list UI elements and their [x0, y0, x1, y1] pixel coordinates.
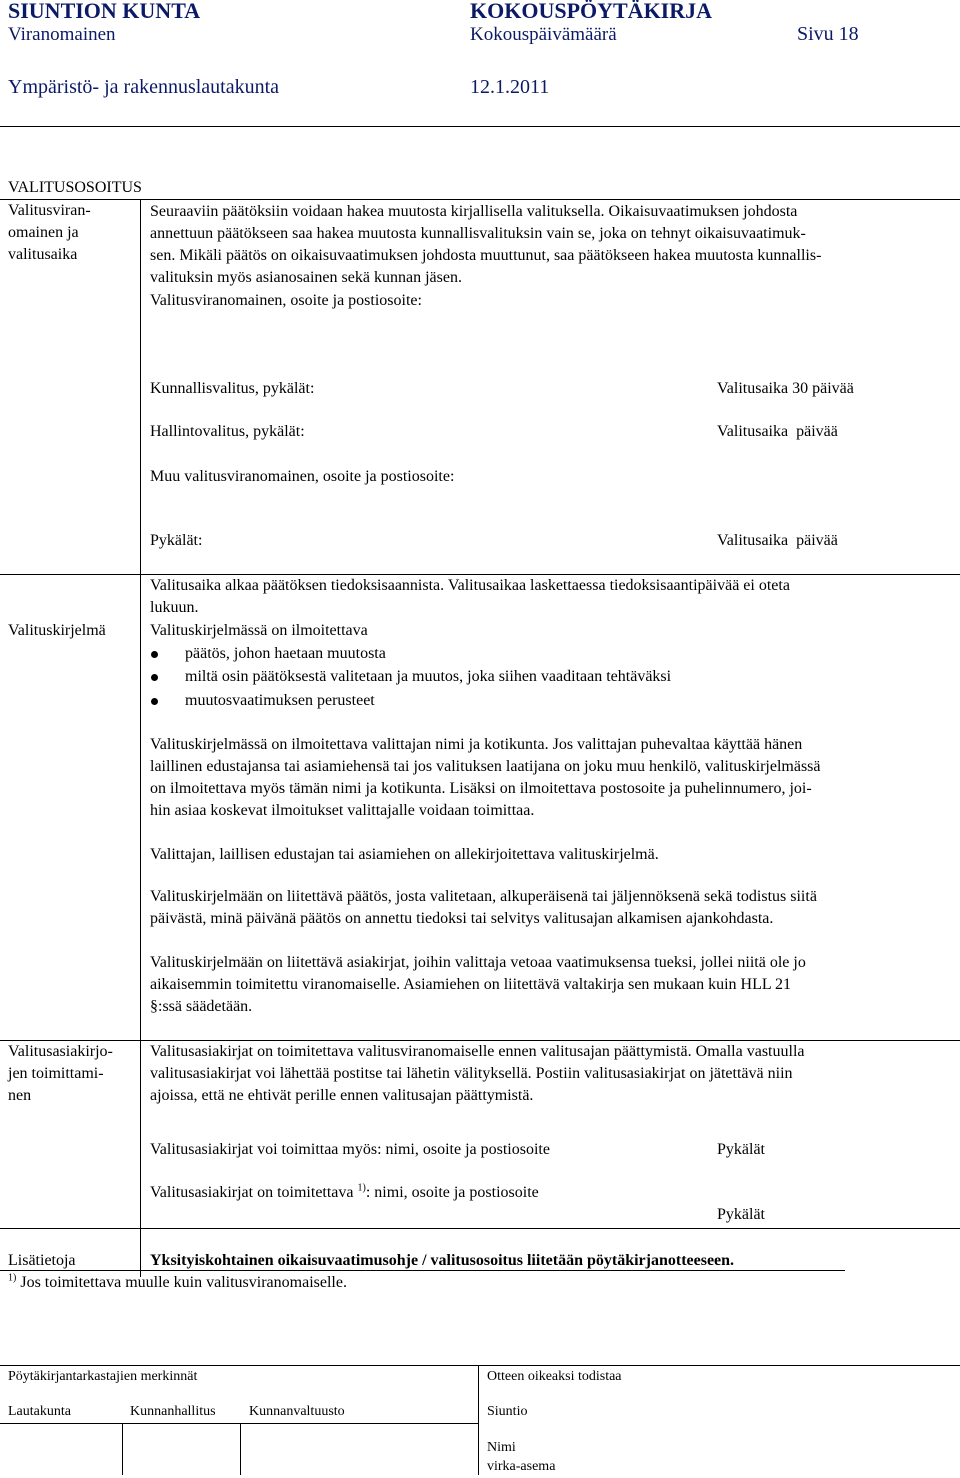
other-authority-label: Muu valitusviranomainen, osoite ja postiosoite:: [150, 468, 455, 485]
admin-appeal-period: Valitusaika päivää: [717, 423, 838, 440]
delivery-must-sections: Pykälät: [717, 1206, 765, 1223]
appeal-intro-line-1: Seuraaviin päätöksiin voidaan hakea muutosta kirjallisella valituksella. Oikaisuvaatimuksen johdosta: [150, 203, 798, 220]
footer-inspectors-label: Pöytäkirjantarkastajien merkinnät: [8, 1369, 198, 1384]
appeal-intro-line-2: annettuun päätökseen saa hakea muutosta kunnallisvalituksin vain se, joka on tehnyt oikaisuvaatimuk-: [150, 225, 806, 242]
appeal-letter-intro: Valituskirjelmässä on ilmoitettava: [150, 622, 368, 639]
delivery-also-sections: Pykälät: [717, 1141, 765, 1158]
delivery-line-3: ajoissa, että ne ehtivät perille ennen valitusajan päättymistä.: [150, 1087, 534, 1104]
footer-row-divider: [0, 1423, 478, 1424]
footnote: $^{1)}$ Jos toimitettava muulle kuin valitusviranomaiselle.: [8, 1272, 347, 1291]
appeal-letter-p4-line-2: aikaisemmin toimitettu viranomaiselle. Asiamiehen on liitettävä valtakirja sen mukaan kuin HLL 21: [150, 976, 792, 993]
footer-gov: Kunnanhallitus: [130, 1404, 216, 1419]
footer-board: Lautakunta: [8, 1404, 71, 1419]
bullet-icon: [151, 674, 158, 681]
appeal-letter-p3-line-2: päivästä, minä päivänä päätös on annettu tiedoksi tai selvitys valitusajan alkamisen ajankohdasta.: [150, 910, 774, 927]
period-start-line-2: lukuun.: [150, 599, 199, 616]
appeal-intro-line-4: valituksin myös asianosainen sekä kunnan jäsen.: [150, 269, 462, 286]
appeal-letter-p1-line-1: Valituskirjelmässä on ilmoitettava valittajan nimi ja kotikunta. Jos valittajan puhevaltaa käyttää hänen: [150, 736, 803, 753]
bullet-item-3: muutosvaatimuksen perusteet: [185, 692, 375, 709]
other-appeal-period: Valitusaika päivää: [717, 532, 838, 549]
municipal-appeal-label: Kunnallisvalitus, pykälät:: [150, 380, 315, 397]
meeting-date: 12.1.2011: [470, 76, 550, 98]
footer-cell-divider: [122, 1423, 123, 1475]
bullet-item-2: miltä osin päätöksestä valitetaan ja muutos, joka siihen vaaditaan tehtäväksi: [185, 668, 672, 685]
delivery-line-2: valitusasiakirjat voi lähettää postitse tai lähetin välityksellä. Postiin valitusasiakirjat on jätettävä niin: [150, 1065, 793, 1082]
header-divider: [0, 126, 960, 127]
delivery-label-3: nen: [8, 1087, 32, 1104]
appeal-letter-p4-line-3: §:ssä säädetään.: [150, 998, 253, 1015]
footer-name: Nimi: [487, 1440, 516, 1455]
appeal-address-label: Valitusviranomainen, osoite ja postiosoite:: [150, 292, 422, 309]
appeal-letter-p4-line-1: Valituskirjelmään on liitettävä asiakirjat, joihin valittaja vetoaa vaatimuksensa tueksi, jollei niitä ole jo: [150, 954, 806, 971]
authority-name: Ympäristö- ja rakennuslautakunta: [8, 76, 280, 98]
delivery-line-1: Valitusasiakirjat on toimitettava valitusviranomaiselle ennen valitusajan päättymistä. Omalla vastuulla: [150, 1043, 805, 1060]
footer-place: Siuntio: [487, 1404, 528, 1419]
admin-appeal-label: Hallintovalitus, pykälät:: [150, 423, 305, 440]
section-title: VALITUSOSOITUS: [8, 179, 142, 196]
footer-council: Kunnanvaltuusto: [249, 1404, 345, 1419]
appeal-letter-label: Valituskirjelmä: [8, 622, 106, 639]
period-start-line-1: Valitusaika alkaa päätöksen tiedoksisaannista. Valitusaikaa laskettaessa tiedoksisaantipäivää ei oteta: [150, 577, 790, 594]
footer-position: virka-asema: [487, 1459, 556, 1474]
municipal-appeal-period: Valitusaika 30 päivää: [717, 380, 854, 397]
appeal-letter-p1-line-2: laillinen edustajansa tai asiamiehensä tai jos valituksen laatijana on joku muu henkilö, valituskirjelmässä: [150, 758, 821, 775]
municipality-name: SIUNTION KUNTA: [8, 0, 201, 23]
appeal-authority-label-2: omainen ja: [8, 224, 79, 241]
meeting-date-label: Kokouspäivämäärä: [470, 24, 617, 45]
page-number: Sivu 18: [797, 23, 859, 45]
delivery-label-1: Valitusasiakirjo-: [8, 1043, 113, 1060]
delivery-also-to: Valitusasiakirjat voi toimittaa myös: nimi, osoite ja postiosoite: [150, 1141, 550, 1158]
appeal-letter-p2: Valittajan, laillisen edustajan tai asiamiehen on allekirjoitettava valituskirjelmä.: [150, 846, 659, 863]
footer-cell-divider: [240, 1423, 241, 1475]
more-info-label: Lisätietoja: [8, 1252, 76, 1269]
document-type: KOKOUSPÖYTÄKIRJA: [470, 0, 713, 23]
label-column-divider: [140, 199, 141, 1277]
footer-divider: [478, 1365, 479, 1475]
appeal-intro-line-3: sen. Mikäli päätös on oikaisuvaatimuksen johdosta muuttunut, saa päätökseen hakea muutosta kunnallis-: [150, 247, 822, 264]
authority-label: Viranomainen: [8, 24, 116, 45]
appeal-authority-label-3: valitusaika: [8, 246, 78, 263]
appeal-authority-label-1: Valitusviran-: [8, 202, 91, 219]
bullet-icon: [151, 651, 158, 658]
more-info-text: Yksityiskohtainen oikaisuvaatimusohje / valitusosoitus liitetään pöytäkirjanotteeseen.: [150, 1252, 735, 1269]
appeal-letter-p1-line-3: on ilmoitettava myös tämän nimi ja kotikunta. Lisäksi on ilmoitettava postosoite ja puhelinnumero, joi-: [150, 780, 812, 797]
block-divider: [0, 199, 960, 200]
block-divider: [0, 1228, 960, 1229]
appeal-letter-p1-line-4: hin asiaa koskevat ilmoitukset valittajalle voidaan toimittaa.: [150, 802, 535, 819]
bullet-item-1: päätös, johon haetaan muutosta: [185, 645, 386, 662]
other-sections-label: Pykälät:: [150, 532, 203, 549]
footer-certified-label: Otteen oikeaksi todistaa: [487, 1369, 622, 1384]
appeal-letter-p3-line-1: Valituskirjelmään on liitettävä päätös, josta valitetaan, alkuperäisenä tai jäljennöksenä sekä todistus siitä: [150, 888, 817, 905]
delivery-must-to: Valitusasiakirjat on toimitettava $^{1)}$: nimi, osoite ja postiosoite: [150, 1182, 539, 1201]
more-info-underline: [0, 1270, 845, 1271]
delivery-label-2: jen toimittami-: [8, 1065, 104, 1082]
bullet-icon: [151, 698, 158, 705]
